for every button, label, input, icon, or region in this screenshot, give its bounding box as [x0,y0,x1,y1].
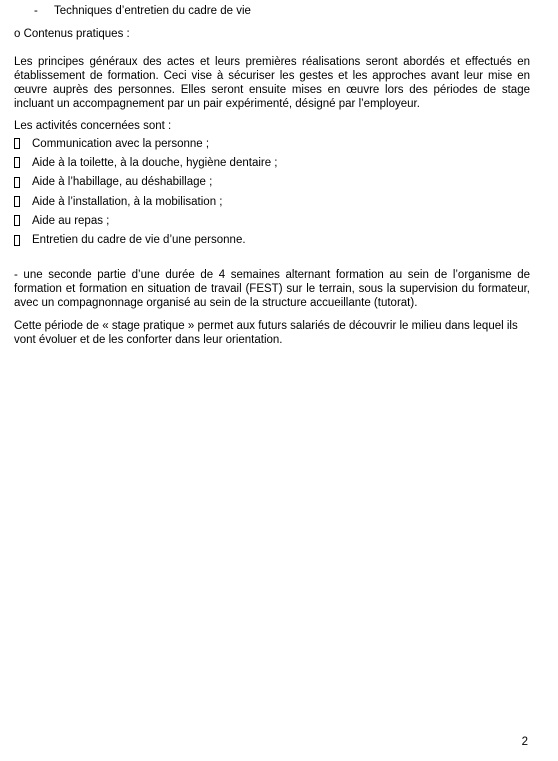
seconde-partie-paragraph: - une seconde partie d’une durée de 4 semaines alternant formation au sein de l’organisme de formation et formation en situation de travail (FEST) sur le terrain, sous la supervision du formateur, avec un compagnonnage organisé au sein de la structure accueillante (tutorat). [14,269,530,309]
list-item-text: Aide à l’habillage, au déshabillage ; [32,176,213,189]
activity-list [14,134,530,250]
contenus-heading: o Contenus pratiques : [14,28,130,40]
principes-paragraph: Les principes généraux des actes et leurs premières réalisations seront abordés et effectués en établissement de formation. Ceci vise à sécuriser les gestes et les approches avant leur mise en œuvre auprès des personnes. Elles seront ensuite mises en œuvre lors des périodes de stage incluant un accompagnement par un pair expérimenté, désigné par l’employeur. [14,56,530,110]
dash-list-item [34,4,251,18]
list-item [14,192,530,211]
box-bullet-icon [14,157,20,168]
dash-item-text: Techniques d’entretien du cadre de vie [54,5,251,17]
box-bullet-icon [14,196,20,207]
list-item-text: Aide au repas ; [32,214,110,227]
box-bullet-icon [14,177,20,188]
box-bullet-icon [14,215,20,226]
list-item-text: Aide à la toilette, à la douche, hygiène dentaire ; [32,156,278,169]
list-item-text: Communication avec la personne ; [32,137,210,150]
stage-pratique-paragraph: Cette période de « stage pratique » permet aux futurs salariés de découvrir le milieu dans lequel ils vont évoluer et de les conforter dans leur orientation. [14,320,518,346]
list-item [14,173,530,192]
box-bullet-icon [14,138,20,149]
page-number: 2 [521,736,528,748]
list-item-text: Aide à l’installation, à la mobilisation ; [32,195,223,208]
list-item [14,134,530,153]
activities-title: Les activités concernées sont : [14,120,172,132]
list-item [14,230,530,249]
list-item-text: Entretien du cadre de vie d’une personne. [32,234,246,247]
box-bullet-icon [14,235,20,246]
list-item [14,211,530,230]
dash-marker: - [34,5,38,17]
list-item [14,153,530,172]
